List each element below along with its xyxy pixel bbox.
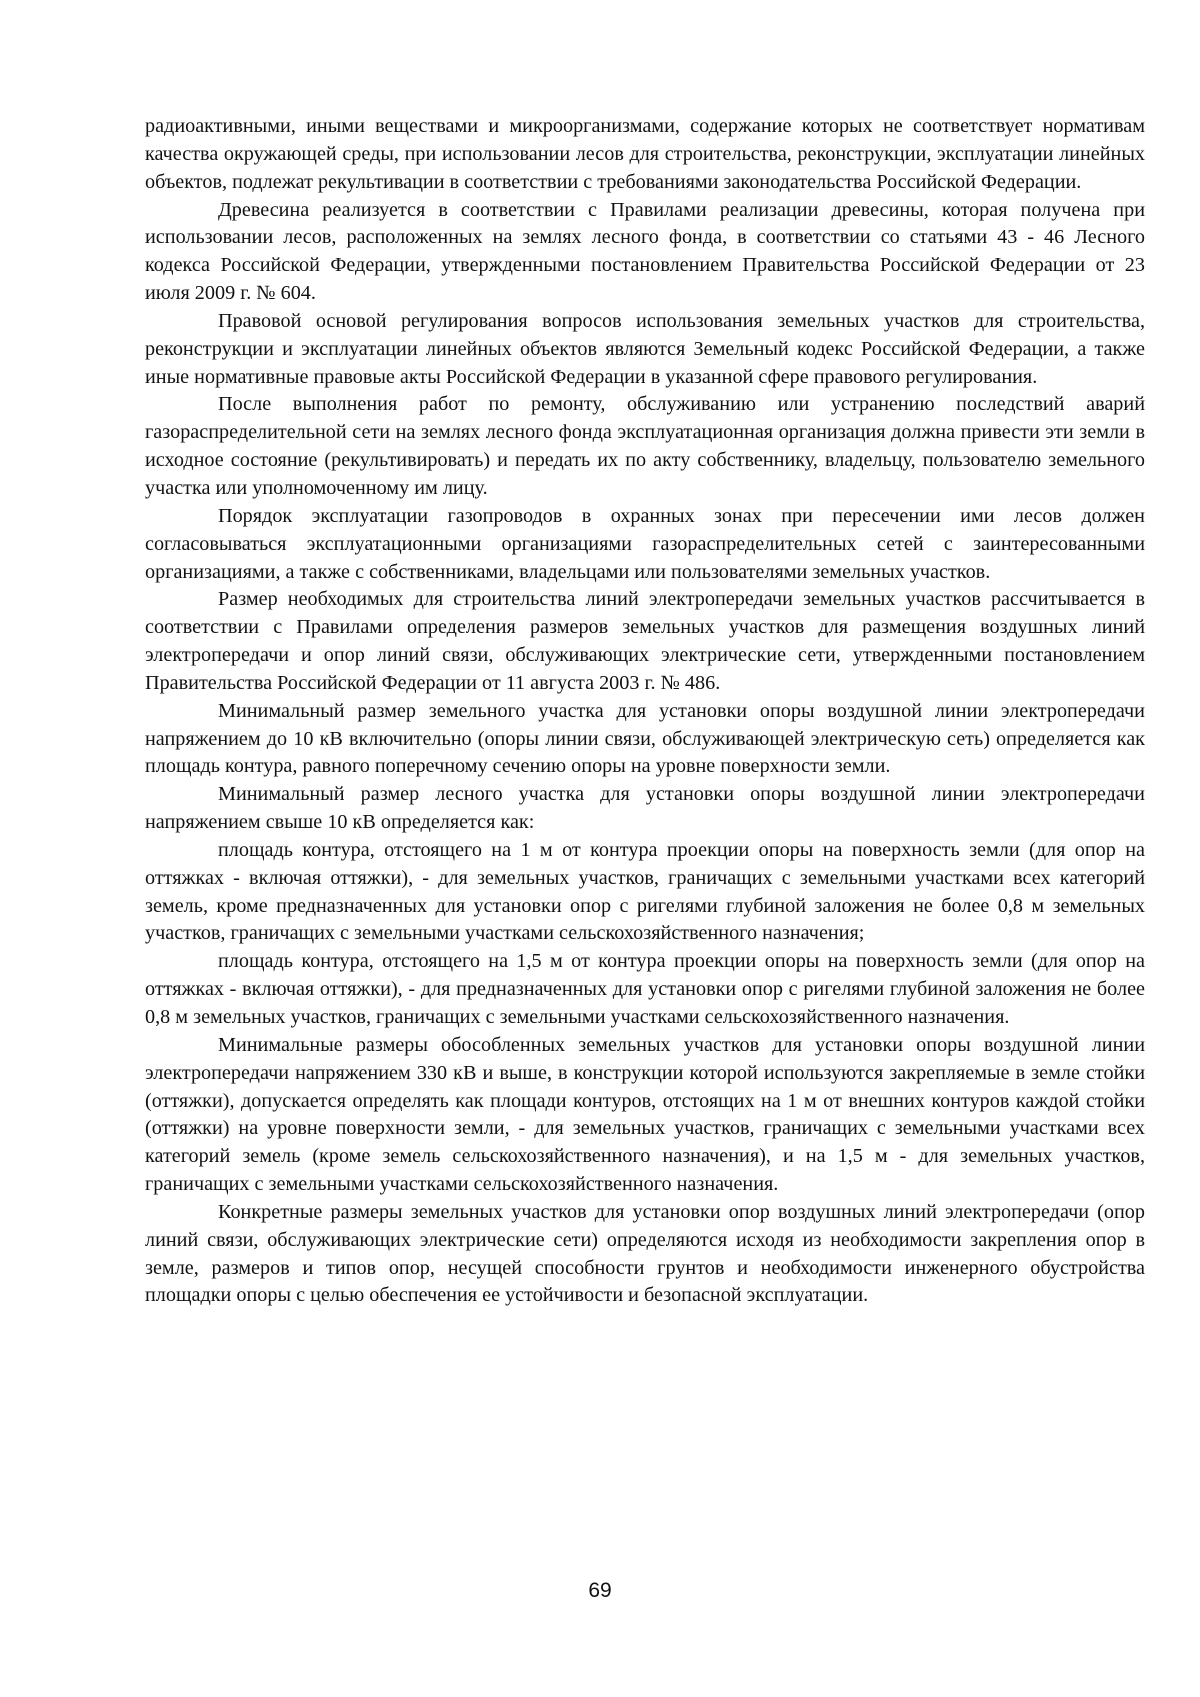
list-item-1-5m-contour: площадь контура, отстоящего на 1,5 м от контура проекции опоры на поверхность земли (для опор на оттяжках - включая оттяжки), - для предназначенных для установки опор с ригелями глубиной заложения не более 0,8 м земельных участков, граничащих с земельными участками сельскохозяйственного назначения. [145,950,1145,1028]
paragraph-min-size-above-10kv: Минимальный размер лесного участка для установки опоры воздушной линии электропередачи напряжением свыше 10 кВ определяется как: [145,783,1145,834]
list-item-1m-contour: площадь контура, отстоящего на 1 м от контура проекции опоры на поверхность земли (для опор на оттяжках - включая оттяжки), - для земельных участков, граничащих с земельными участками всех категорий земель, кроме предназначенных для установки опор с ригелями глубиной заложения не более 0,8 м земельных участков, граничащих с земельными участками сельскохозяйственного назначения; [145,838,1145,945]
paragraph-legal-basis: Правовой основой регулирования вопросов использования земельных участков для строительства, реконструкции и эксплуатации линейных объектов являются Земельный кодекс Российской Федерации, а также иные нормативные правовые акты Российской Федерации в указанной сфере правового регулирования. [145,309,1145,388]
paragraph-gas-repair: После выполнения работ по ремонту, обслуживанию или устранению последствий аварий газораспределительной сети на землях лесного фонда эксплуатационная организация должна привести эти земли в исходное состояние (рекультивировать) и передать их по акту собственнику, владельцу, пользователю земельного участка или уполномоченному им лицу. [145,393,1145,499]
page-number: 69 [588,1579,612,1602]
paragraph-330kv: Минимальные размеры обособленных земельных участков для установки опоры воздушной линии электропередачи напряжением 330 кВ и выше, в конструкции которой используются закрепляемые в земле стойки (оттяжки), допускается определять как площади контуров, отстоящих на 1 м от внешних контуров каждой стойки (оттяжки) на уровне поверхности земли, - для земельных участков, граничащих с земельными участками всех категорий земель (кроме земель сельскохозяйственного назначения), и на 1,5 м - для земельных участков, граничащих с земельными участками сельскохозяйственного назначения. [145,1033,1145,1196]
paragraph-timber-sale: Древесина реализуется в соответствии с Правилами реализации древесины, которая получена при использовании лесов, расположенных на землях лесного фонда, в соответствии со статьями 43 - 46 Лесного кодекса Российской Федерации, утвержденными постановлением Правительства Российской Федерации от 23 июля 2009 г. № 604. [145,198,1145,305]
paragraph-min-size-10kv: Минимальный размер земельного участка для установки опоры воздушной линии электропередачи напряжением до 10 кВ включительно (опоры линии связи, обслуживающей электрическую сеть) определяется как площадь контура, равного поперечному сечению опоры на уровне поверхности земли. [145,699,1145,778]
paragraph-continuation: радиоактивными, иными веществами и микроорганизмами, содержание которых не соответствует нормативам качества окружающей среды, при использовании лесов для строительства, реконструкции, эксплуатации линейных объектов, подлежат рекультивации в соответствии с требованиями законодательства Российской Федерации. [145,115,1145,193]
body-text [145,113,1145,1310]
paragraph-specific-sizes: Конкретные размеры земельных участков для установки опор воздушных линий электропередачи (опор линий связи, обслуживающих электрические сети) определяются исходя из необходимости закрепления опор в земле, размеров и типов опор, несущей способности грунтов и необходимости инженерного обустройства площадки опоры с целью обеспечения ее устойчивости и безопасной эксплуатации. [145,1200,1145,1307]
paragraph-powerline-size: Размер необходимых для строительства линий электропередачи земельных участков рассчитывается в соответствии с Правилами определения размеров земельных участков для размещения воздушных линий электропередачи и опор линий связи, обслуживающих электрические сети, утвержденными постановлением Правительства Российской Федерации от 11 августа 2003 г. № 486. [145,588,1145,694]
paragraph-gas-operation: Порядок эксплуатации газопроводов в охранных зонах при пересечении ими лесов должен согласовываться эксплуатационными организациями газораспределительных сетей с заинтересованными организациями, а также с собственниками, владельцами или пользователями земельных участков. [145,504,1145,583]
